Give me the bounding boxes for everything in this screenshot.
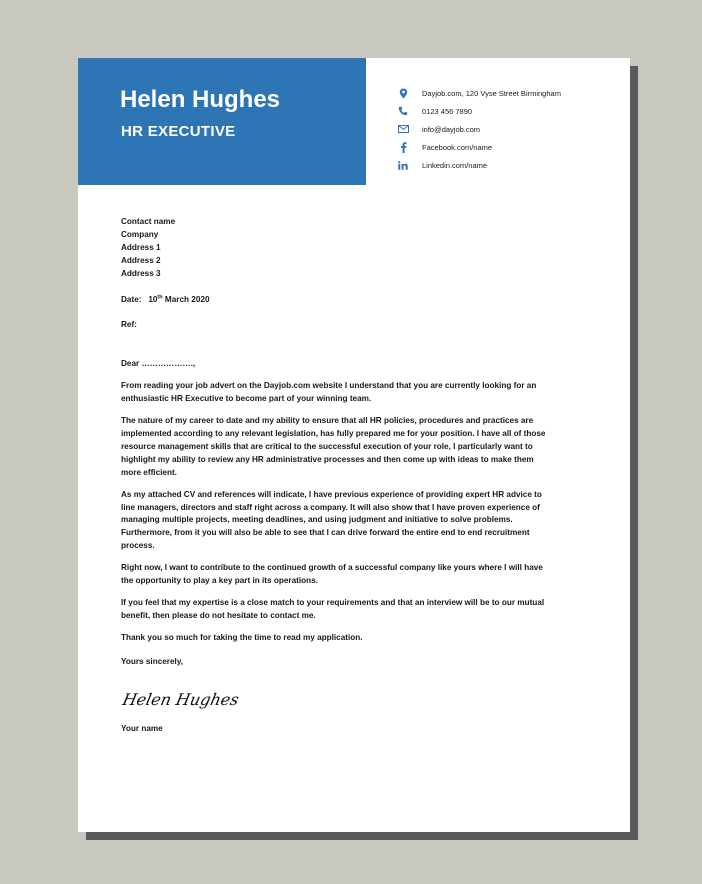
contact-phone: 0123 456 7890 <box>422 106 473 116</box>
recipient-address-1: Address 1 <box>121 242 161 252</box>
applicant-name: Helen Hughes <box>120 86 281 113</box>
letter-page <box>78 58 630 832</box>
contact-list <box>396 84 561 175</box>
phone-icon <box>396 104 410 118</box>
date-suffix: th <box>157 293 163 300</box>
paragraph-career: The nature of my career to date and my ability to ensure that all HR policies, procedures and practices are implemented according to any relevant legislation, has fully prepared me for your position. I have all of those resource management skills that are critical to the successful execution of your role, I particularly want to highlight my ability to review any HR administrative processes and then come up with ideas to make them more efficient. <box>121 416 546 477</box>
contact-facebook: Facebook.com/name <box>422 142 493 152</box>
envelope-icon <box>396 122 410 136</box>
paragraph-interview: If you feel that my expertise is a close match to your requirements and that an interview will be to our mutual benefit, then please do not hesitate to contact me. <box>121 597 545 620</box>
paragraph-growth: Right now, I want to contribute to the continued growth of a successful company like yours where I will have the opportunity to play a key part in its operations. <box>121 563 543 586</box>
location-pin-icon <box>396 86 410 100</box>
recipient-company: Company <box>121 229 159 239</box>
contact-row-address <box>396 84 561 102</box>
contact-linkedin: Linkedin.com/name <box>422 161 488 171</box>
contact-email: info@dayjob.com <box>422 124 481 134</box>
date-day: 10 <box>148 294 158 304</box>
recipient-contact-name: Contact name <box>121 217 176 226</box>
paragraph-experience: As my attached CV and references will indicate, I have previous experience of providing expert HR advice to line managers, directors and staff right across a company. It will also show that I have proven experience of managing multiple projects, meeting deadlines, and using judgment and initiative to solve problems. Furthermore, from it you will also be able to see that I can drive forward the entire end to end recruitment process. <box>121 489 542 551</box>
header-banner <box>78 58 366 185</box>
recipient-address-3: Address 3 <box>121 268 161 278</box>
contact-row-linkedin <box>396 157 561 175</box>
letter-date <box>121 294 551 307</box>
recipient-address-2: Address 2 <box>121 255 161 265</box>
date-month-year: March 2020 <box>164 294 210 304</box>
job-title: HR EXECUTIVE <box>121 123 236 140</box>
contact-row-phone <box>396 102 561 120</box>
contact-row-email <box>396 120 561 138</box>
contact-address: Dayjob.com, 120 Vyse Street Birmingham <box>422 88 561 98</box>
letter-ref: Ref: <box>121 320 137 330</box>
salutation: Dear ………………., <box>121 359 196 369</box>
contact-row-facebook <box>396 138 561 156</box>
letter-body <box>121 216 551 735</box>
facebook-icon <box>396 140 410 154</box>
linkedin-icon <box>396 159 410 173</box>
date-label: Date: <box>121 294 142 304</box>
closing: Yours sincerely, <box>121 656 184 666</box>
paragraph-intro: From reading your job advert on the Dayjob.com website I understand that you are currently looking for an enthusiastic HR Executive to become part of your winning team. <box>121 381 537 404</box>
svg-text:Helen Hughes: Helen Hughes <box>120 689 241 709</box>
handwritten-signature <box>121 685 551 715</box>
paragraph-thanks: Thank you so much for taking the time to read my application. <box>121 632 363 642</box>
your-name: Your name <box>121 723 163 733</box>
